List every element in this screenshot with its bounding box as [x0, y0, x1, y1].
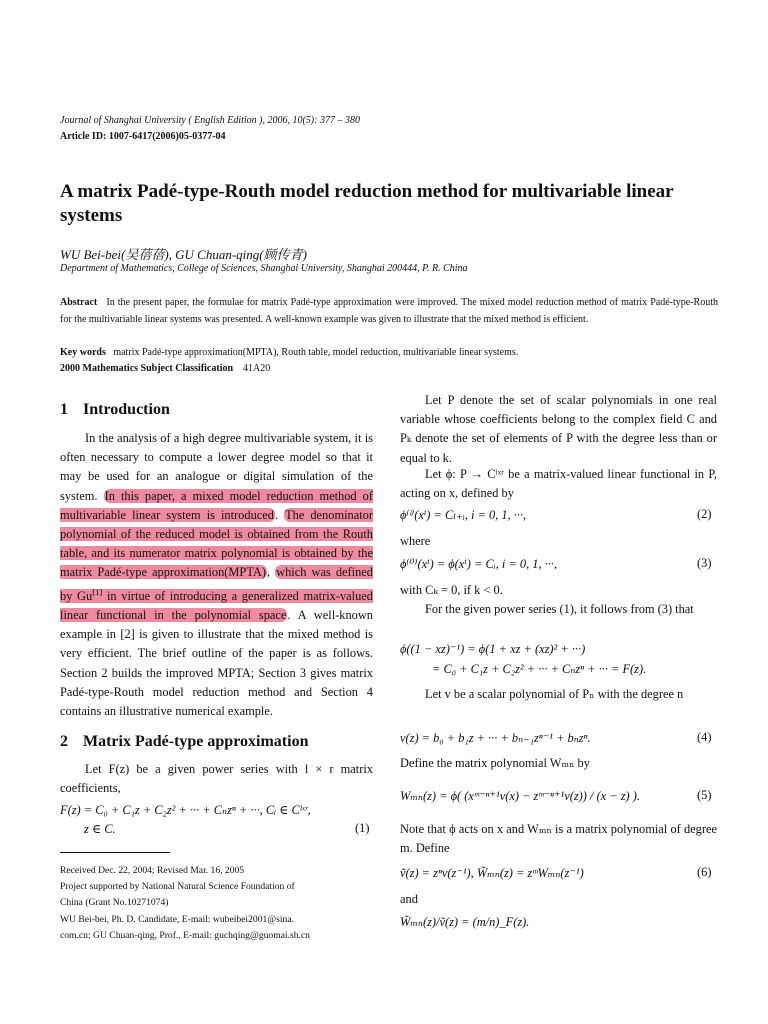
equation-series-line-2: = C₀ + C₁z + C₂z² + ··· + Cₙzⁿ + ··· = F(z). [432, 662, 647, 676]
received-dates: Received Dec. 22, 2004; Revised Mar. 16, 2005 [60, 865, 245, 876]
msc-classification [60, 363, 270, 374]
equation-1-line-2: z ∈ C. [84, 822, 116, 836]
abstract-text: In the present paper, the formulae for matrix Padé-type approximation were improved. The mixed model reduction method of matrix Padé-type-Routh for the multivariable linear systems was presented. A well-known example was given to illustrate that the mixed method is efficient. [60, 297, 718, 325]
intro-tail-text: . A well-known example in [2] is given to illustrate that the mixed method is very efficient. The brief outline of the paper is as follows. Section 2 builds the improved MPTA; Section 3 gives matrix Padé-type-Routh model reduction method and Section 4 contains an illustrative numerical example. [60, 607, 373, 718]
section-heading-introduction [60, 401, 170, 419]
equation-number-1: (1) [355, 821, 370, 835]
author-contact-1: WU Bei-bei, Ph. D. Candidate, E-mail: wubeibei2001@sina. [60, 913, 294, 925]
equation-number-5: (5) [697, 788, 712, 802]
funding-note: Project supported by National Natural Science Foundation of [60, 881, 295, 893]
right-paragraph-7: Note that ϕ acts on x and Wₘₙ is a matrix polynomial of degree m. Define [400, 822, 717, 856]
right-paragraph-2: Let ϕ: P → Cˡˣʳ be a matrix-valued linear functional in P, acting on x, defined by [400, 467, 717, 501]
equation-1-line-1: F(z) = C₀ + C₁z + C₂z² + ··· + Cₙzⁿ + ···, Cᵢ ∈ Cˡˣʳ, [60, 803, 311, 817]
equation-number-3: (3) [697, 556, 712, 570]
grant-number: China (Grant No.10271074) [60, 897, 169, 909]
intro-separator: . [274, 507, 279, 522]
section2-paragraph: Let F(z) be a given power series with l × r matrix coefficients, [60, 762, 373, 796]
equation-6: ṽ(z) = zⁿv(z⁻¹), W̃ₘₙ(z) = zᵐWₘₙ(z⁻¹) [400, 866, 584, 880]
keywords [60, 347, 718, 358]
msc-label: 2000 Mathematics Subject Classification [60, 363, 234, 374]
highlight-1[interactable]: In this paper, a mixed model reduction method of multivariable linear system is introduced [60, 488, 373, 522]
equation-number-2: (2) [697, 507, 712, 521]
citation-ref: [1] [92, 586, 103, 597]
equation-number-4: (4) [697, 730, 712, 744]
author-contact-2: com.cn; GU Chuan-qing, Prof., E-mail: guchqing@guomai.sh.cn [60, 929, 310, 941]
msc-code: 41A20 [243, 363, 271, 374]
section-number: 1 [60, 401, 68, 418]
highlight-2[interactable]: The denominator polynomial of the reduced model is obtained from the Routh table, and its numerator matrix polynomial is obtained by the matrix Padé-type approximation(MPTA) [60, 507, 373, 580]
equation-7: W̃ₘₙ(z)/ṽ(z) = (m/n)_F(z). [400, 915, 530, 929]
and-text: and [400, 892, 418, 906]
right-paragraph-3: with Cₖ = 0, if k < 0. [400, 583, 503, 597]
equation-3: ϕ⁽⁰⁾(xⁱ) = ϕ(xⁱ) = Cᵢ, i = 0, 1, ···, [400, 557, 558, 571]
keywords-text: matrix Padé-type approximation(MPTA), Routh table, model reduction, multivariable linear systems. [113, 347, 519, 358]
section-number: 2 [60, 733, 68, 750]
abstract-label: Abstract [60, 297, 98, 308]
footnote-rule [60, 852, 170, 853]
keywords-label: Key words [60, 347, 106, 358]
highlight-3-text-b: in virtue of introducing a generalized matrix-valued linear functional in the polynomial space [60, 588, 373, 622]
where-text: where [400, 534, 431, 548]
section-title: Introduction [83, 401, 170, 418]
section-title: Matrix Padé-type approximation [83, 733, 309, 750]
equation-5: Wₘₙ(z) = ϕ( (xᵐ⁻ⁿ⁺¹v(x) − zᵐ⁻ⁿ⁺¹v(z)) / (x − z) ). [400, 789, 640, 803]
introduction-paragraph [60, 429, 373, 721]
intro-lead-text: In the analysis of a high degree multivariable system, it is often necessary to compute a lower degree model so that it may be used for an analogue or digital simulation of the system. [60, 431, 373, 503]
equation-2: ϕ⁽ˡ⁾(xⁱ) = Cₗ₊ᵢ, i = 0, 1, ···, [400, 508, 527, 522]
right-paragraph-5: Let v be a scalar polynomial of Pₙ with the degree n [425, 687, 684, 701]
intro-separator: , [266, 565, 271, 580]
right-paragraph-6: Define the matrix polynomial Wₘₙ by [400, 756, 590, 770]
equation-number-6: (6) [697, 865, 712, 879]
affiliation: Department of Mathematics, College of Sciences, Shanghai University, Shanghai 200444, P. R. China [60, 263, 468, 274]
article-id: Article ID: 1007-6417(2006)05-0377-04 [60, 131, 226, 142]
author-list: WU Bei-bei(吴蓓蓓), GU Chuan-qing(顾传青) [60, 247, 307, 262]
highlight-3-text: which was defined by Gu [60, 565, 373, 603]
footnote [60, 863, 376, 944]
equation-series-line-1: ϕ((1 − xz)⁻¹) = ϕ(1 + xz + (xz)² + ···) [400, 642, 586, 656]
right-paragraph-4: For the given power series (1), it follows from (3) that [425, 602, 694, 616]
journal-citation: Journal of Shanghai University ( English Edition ), 2006, 10(5): 377 – 380 [60, 115, 360, 126]
section-heading-mpta [60, 733, 308, 751]
abstract [60, 294, 718, 328]
equation-4: v(z) = b₀ + b₁z + ··· + bₙ₋₁zⁿ⁻¹ + bₙzⁿ. [400, 731, 591, 745]
right-paragraph-1: Let P denote the set of scalar polynomials in one real variable whose coefficients belong to the complex field C and Pₖ denote the set of elements of P with the degree less than or equal to k. [400, 393, 717, 465]
paper-title: A matrix Padé-type-Routh model reduction method for multivariable linear systems [60, 181, 674, 226]
